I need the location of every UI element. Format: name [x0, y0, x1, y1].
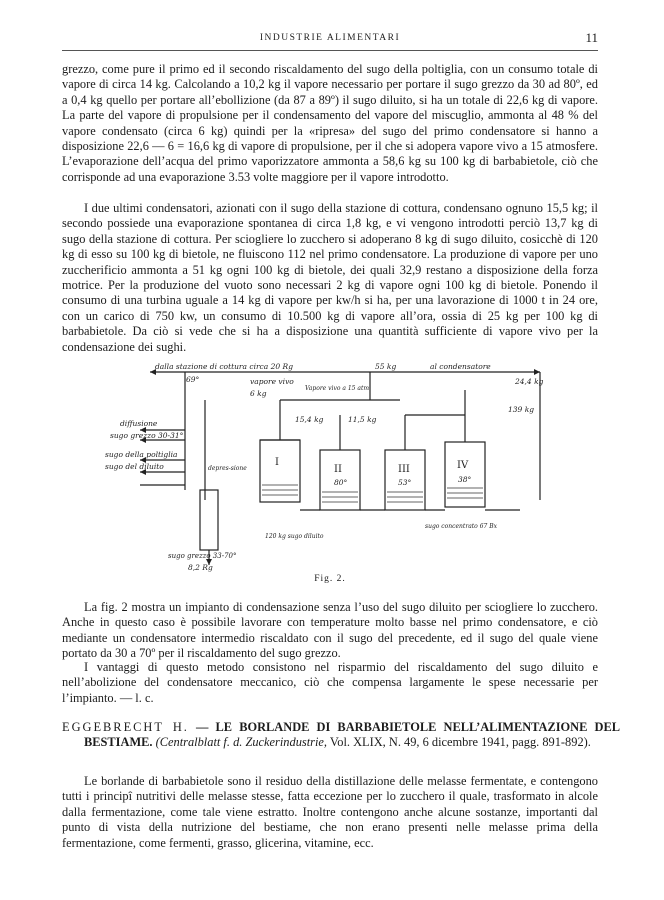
article-source: (Centralblatt f. d. Zuckerindustrie,	[155, 735, 328, 750]
header-rule	[62, 50, 598, 51]
label-sugo-grezzo-out: sugo grezzo 33-70°	[168, 552, 237, 560]
label-vessel-II: II	[334, 464, 342, 475]
paragraph-3: La fig. 2 mostra un impianto di condensazione senza l’uso del sugo diluito per sciogliere lo zucchero. Anche in questo caso è possibile lavorare con temperature molto basse nel primo condensatore, e ciò mediante un condensatore intermedio riscaldato con il sugo del precedente, ed il sugo del quale viene portato da 30 a 70º per il riscaldamento del sugo grezzo.	[62, 600, 598, 661]
label-sugo-poltiglia: sugo della poltiglia	[105, 450, 178, 459]
article-details: Vol. XLIX, N. 49, 6 dicembre 1941, pagg. 891-892).	[329, 735, 591, 750]
label-diffusione: diffusione	[120, 419, 158, 428]
label-sugo-diluito-bottom: 120 kg sugo diluito	[265, 533, 324, 540]
running-header	[62, 30, 598, 48]
label-sugo-grezzo-kg: 8,2 Rg	[188, 563, 213, 572]
label-sugo-diluito: sugo del diluito	[105, 462, 164, 471]
paragraph-4: I vantaggi di questo metodo consistono nel risparmio del riscaldamento del sugo diluito e nell’abolizione del condensatore meccanico, ciò che compensa largamente le spese necessarie per l’impianto. — l. c.	[62, 660, 598, 705]
label-vapore-vivo: vapore vivo	[250, 377, 294, 386]
label-vapore-rip: Vapore vivo a 15 atm.	[305, 385, 371, 392]
figure-caption: Fig. 2.	[314, 574, 346, 584]
diagram-svg	[100, 360, 550, 590]
label-vapore-vivo-kg: 6 kg	[250, 389, 267, 398]
label-sugo-concentrato: sugo concentrato 67 Bx	[425, 523, 498, 530]
label-vessel-III: III	[398, 464, 410, 475]
label-top-right: al condensatore	[430, 362, 491, 371]
label-t-53: 53°	[398, 478, 412, 487]
label-temp-top-right: 24,4 kg	[515, 377, 544, 386]
vessel-I	[260, 440, 300, 502]
page-number: 11	[585, 30, 598, 45]
paragraph-1: grezzo, come pure il primo ed il secondo riscaldamento del sugo della poltiglia, con un consumo totale di vapore di circa 14 kg. Calcolando a 10,2 kg il vapore necessario per portare il sugo grezzo da 30 ad 80º, ed a 0,4 kg quello per portare all’ebollizione (da 87 a 89º) il sugo diluito, si ha un totale di 22,6 kg di vapore. La parte del vapore di propulsione per il condensamento del vapore del miscuglio, ammonta al 48 % del vapore condensato (circa 6 kg) quindi per la «ripresa» del sugo del primo condensatore si hanno a disposizione 22,6 — 6 = 16,6 kg di vapore di propulsione, per il che si adopera vapore vivo a 15 atmosfere. L’evaporazione dell’acqua del primo vaporizzatore ammonta a 58,6 kg su 100 kg di barbabietole, ciò che corrisponde ad una evaporazione 3.53 volte maggiore per il vapore introdotto.	[62, 62, 598, 184]
label-139: 139 kg	[508, 405, 535, 414]
label-top-left: dalla stazione di cottura circa 20 Rg	[155, 362, 293, 371]
running-title: INDUSTRIE ALIMENTARI	[259, 33, 401, 43]
label-steam-kg: 55 kg	[375, 362, 397, 371]
article-title: — LE BORLANDE DI BARBABIETOLE NELL’ALIMENTAZIONE DEL BESTIAME.	[84, 720, 620, 750]
label-vessel-I: I	[275, 457, 279, 468]
label-depressione: depres-sione	[208, 465, 247, 472]
label-temp-69: 69°	[186, 375, 200, 384]
paragraph-2: I due ultimi condensatori, azionati con il sugo della stazione di cottura, condensano ognuno 15,5 kg; il secondo possiede una evaporazione spontanea di circa 1,8 kg, e vi vengono introdotti perciò 13,7 kg di sugo della stazione di cottura. Per sciogliere lo zucchero si adoperano 8 kg di sugo diluito, cosicchè di 120 kg di esso su 100 kg di bietole, ne fluiscono 112 nel primo condensatore. La produzione di vapore per uno zuccherificio ammonta a 51 kg ogni 100 kg di bietole, dei quali 32,9 restano a disposizione della forza motrice. Per la produzione del vuoto sono necessari 2 kg di vapore ogni 100 kg di bietole. Ponendo il consumo di una turbina uguale a 14 kg di vapore per kw/h si ha, per una lavorazione di 1000 t in 24 ore, con un carico di 750 kw, un consumo di 10.500 kg di vapore all’ora, ossia di 25 kg per 100 kg di barbabietole. Da ciò si vede che si ha a disposizione una quantità sufficiente di vapore vivo per la condensazione dei sughi.	[62, 201, 598, 354]
label-t-38: 38°	[458, 475, 472, 484]
label-vessel-IV: IV	[457, 460, 469, 471]
label-t-80: 80°	[334, 478, 348, 487]
depression-column	[200, 490, 218, 550]
article-author: EGGEBRECHT H.	[62, 720, 189, 734]
condensation-diagram	[100, 360, 550, 590]
label-11: 11,5 kg	[348, 415, 377, 424]
article-body: Le borlande di barbabietole sono il residuo della distillazione delle melasse fermentate, e contengono tutti i principî nutritivi delle melasse stesse, fatta eccezione per lo zucchero il quale, trasformato in alcole dalla fermentazione, come tale viene estratto. Inoltre contengono anche alcune sostanze, importanti dal punto di vista della nutrizione del bestiame, che non erano presenti nelle melasse prima della fermentazione, come fermenti, grasso, glicerina, vitamine, ecc.	[62, 774, 598, 850]
article-reference	[62, 720, 620, 751]
label-154: 15,4 kg	[295, 415, 324, 424]
label-sugo-grezzo-in: sugo grezzo 30-31°	[110, 431, 184, 440]
